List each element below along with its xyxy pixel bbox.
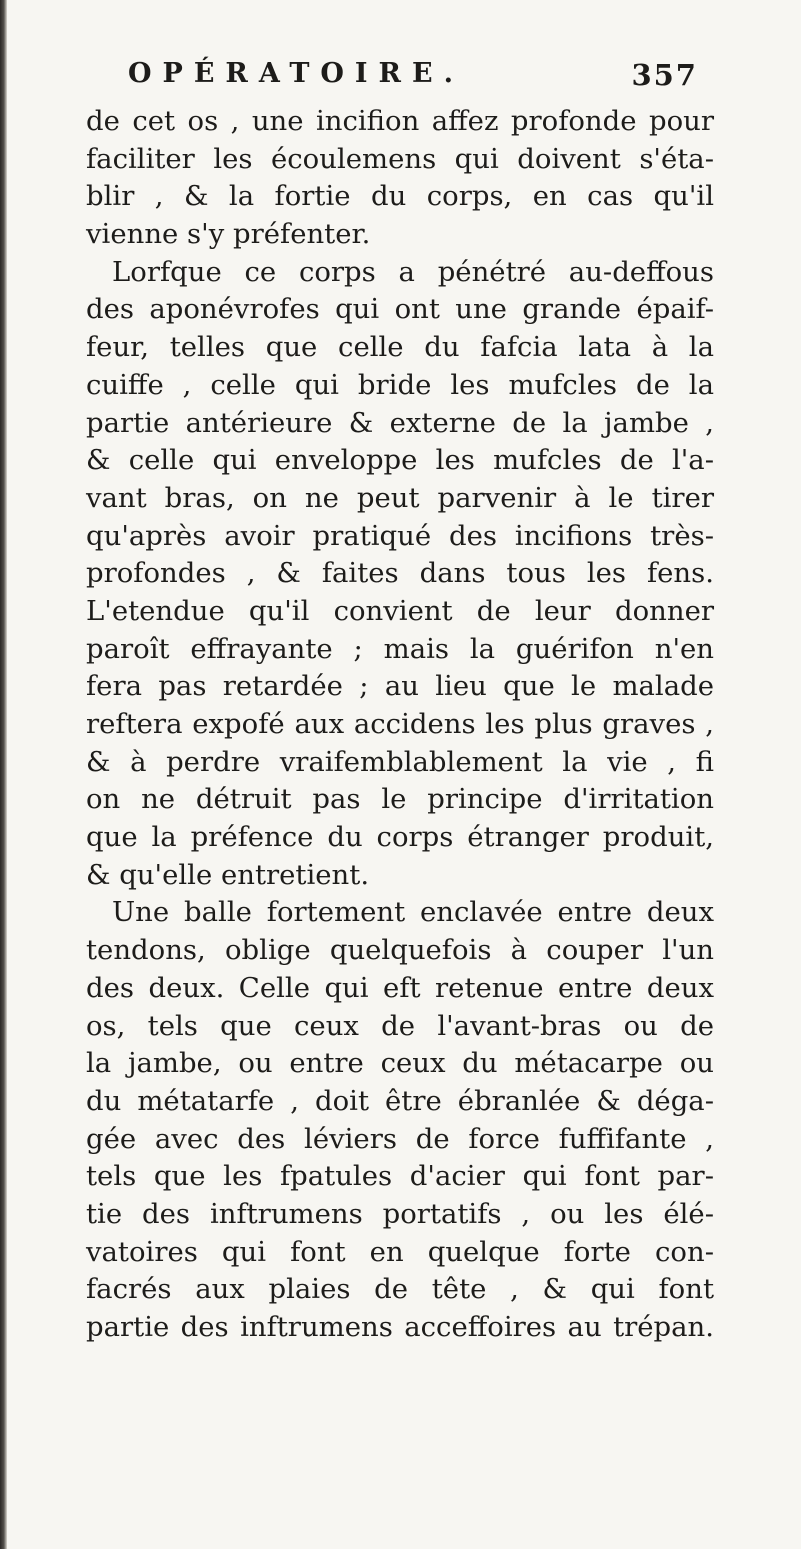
text-line: des deux. Celle qui eft retenue entre deux — [86, 971, 714, 1004]
body-text — [86, 103, 714, 1347]
text-line: partie antérieure & externe de la jambe , — [86, 406, 714, 439]
text-line: qu'après avoir pratiqué des incifions très- — [86, 519, 714, 552]
running-title: OPÉRATOIRE. — [128, 58, 464, 89]
text-line: blir , & la fortie du corps, en cas qu'il — [86, 180, 714, 213]
text-line: la jambe, ou entre ceux du métacarpe ou — [86, 1047, 714, 1080]
text-line: des aponévrofes qui ont une grande épaif- — [86, 293, 714, 326]
text-line: & celle qui enveloppe les mufcles de l'a- — [86, 444, 714, 477]
text-line: que la préfence du corps étranger produit, — [86, 821, 714, 854]
text-line: & à perdre vraifemblablement la vie , fi — [86, 745, 714, 778]
text-line: cuiffe , celle qui bride les mufcles de la — [86, 368, 714, 401]
text-line: faciliter les écoulemens qui doivent s'éta- — [86, 142, 714, 175]
text-line: & qu'elle entretient. — [86, 858, 370, 891]
page-header — [128, 58, 698, 102]
text-line: vatoires qui font en quelque forte con- — [86, 1235, 714, 1268]
text-line: tendons, oblige quelquefois à couper l'un — [86, 934, 714, 967]
text-line: Lorfque ce corps a pénétré au-deffous — [112, 255, 714, 288]
text-line: paroît effrayante ; mais la guérifon n'en — [86, 632, 714, 665]
text-line: os, tels que ceux de l'avant-bras ou de — [86, 1009, 714, 1042]
page-number: 357 — [631, 58, 698, 92]
text-line: vienne s'y préfenter. — [86, 218, 371, 251]
text-line: feur, telles que celle du fafcia lata à la — [86, 331, 714, 364]
text-line: partie des inftrumens acceffoires au trépan. — [86, 1311, 714, 1343]
text-line: gée avec des léviers de force fuffifante , — [86, 1122, 714, 1155]
text-line: L'etendue qu'il convient de leur donner — [86, 594, 714, 627]
text-line: fera pas retardée ; au lieu que le malade — [86, 670, 714, 703]
text-line: tie des inftrumens portatifs , ou les élé- — [86, 1197, 714, 1230]
text-line: Une balle fortement enclavée entre deux — [112, 896, 714, 929]
text-line: tels que les fpatules d'acier qui font par- — [86, 1160, 714, 1193]
text-line: profondes , & faites dans tous les fens. — [86, 557, 714, 590]
text-line: reftera expofé aux accidens les plus graves , — [86, 708, 714, 740]
text-line: vant bras, on ne peut parvenir à le tirer — [86, 481, 714, 514]
text-line: du métatarfe , doit être ébranlée & déga- — [86, 1084, 714, 1117]
text-line: facrés aux plaies de tête , & qui font — [86, 1273, 714, 1306]
text-line: on ne détruit pas le principe d'irritation — [86, 783, 714, 816]
text-line: de cet os , une incifion affez profonde pour — [86, 105, 714, 137]
